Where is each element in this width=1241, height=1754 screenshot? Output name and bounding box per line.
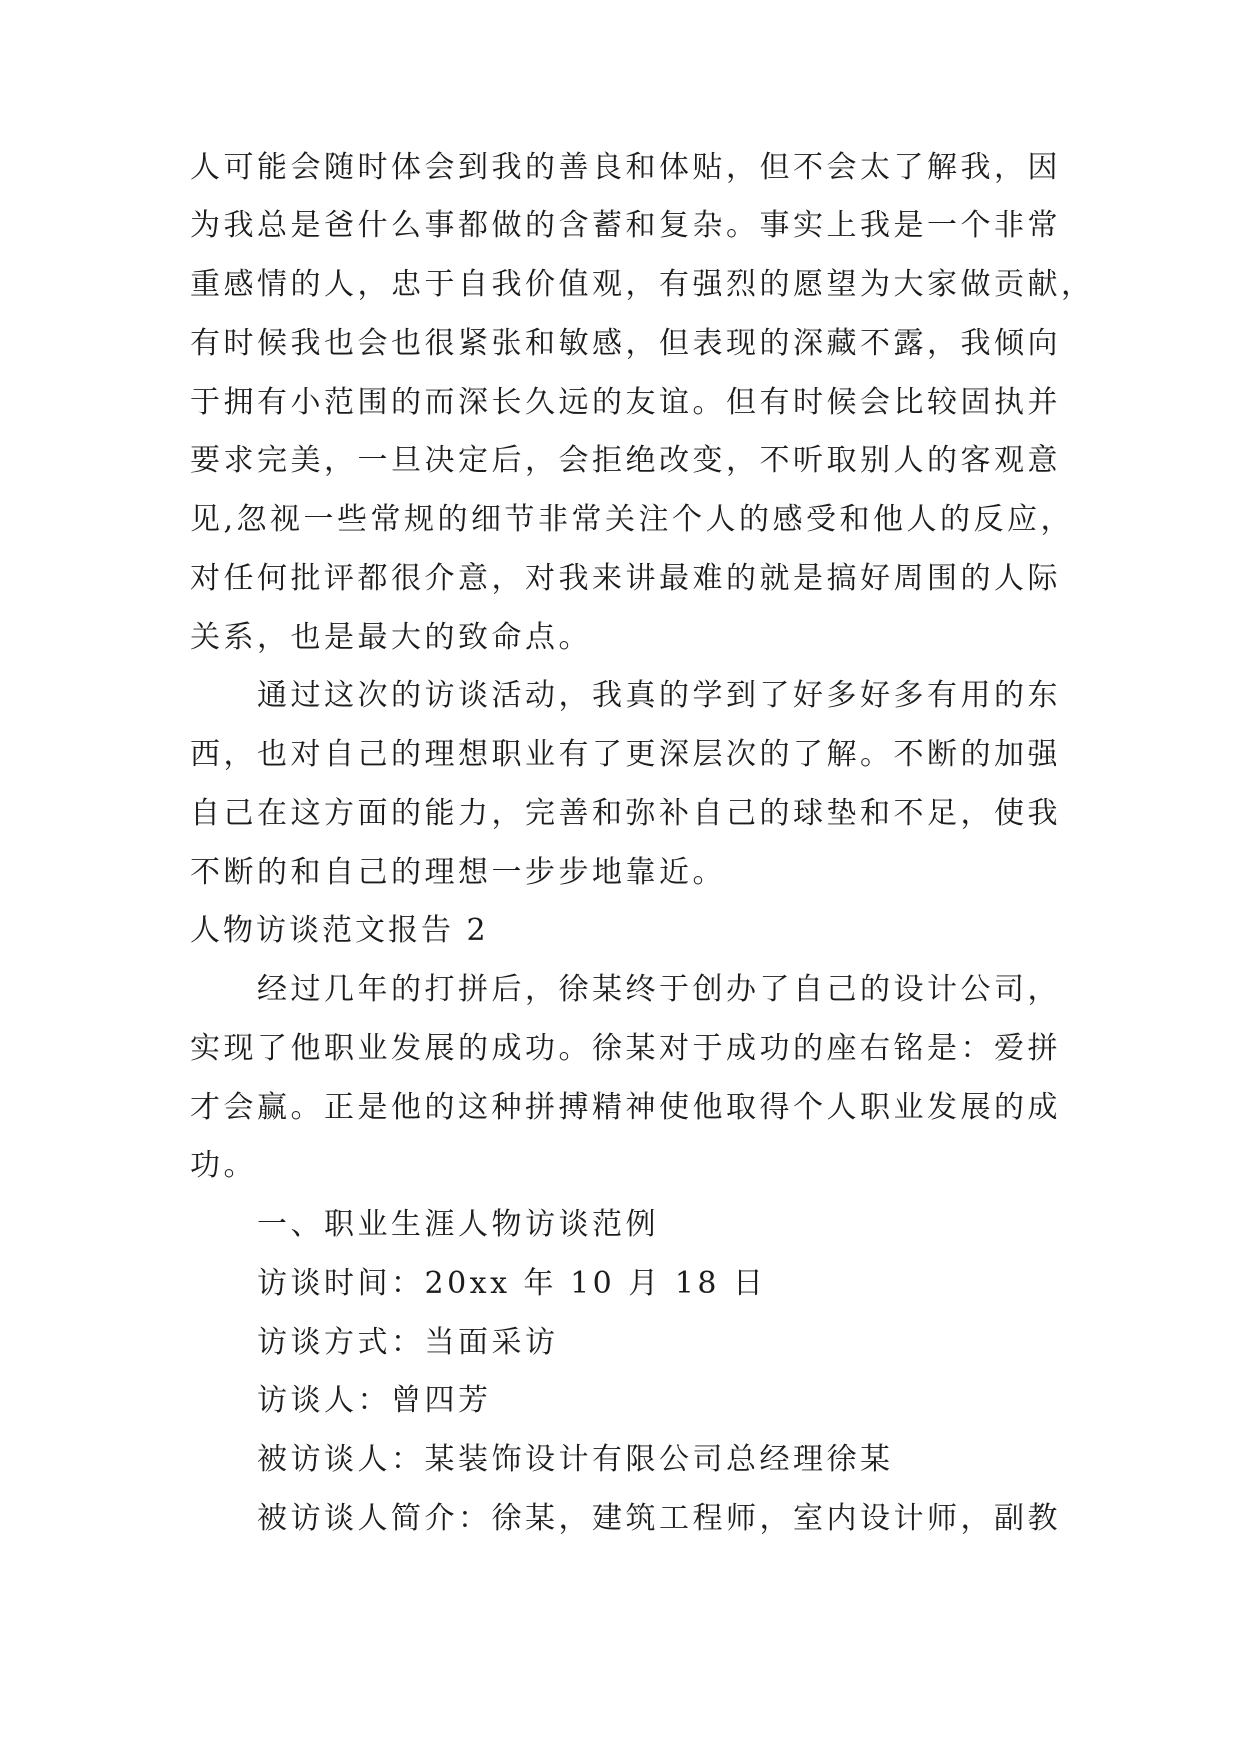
paragraph-line: 对任何批评都很介意，对我来讲最难的就是搞好周围的人际 bbox=[190, 561, 1061, 596]
paragraph-line: 功。 bbox=[190, 1148, 257, 1183]
paragraph-line: 于拥有小范围的而深长久远的友谊。但有时候会比较固执并 bbox=[190, 385, 1061, 420]
paragraph-line: 为我总是爸什么事都做的含蓄和复杂。事实上我是一个非常 bbox=[190, 208, 1061, 243]
paragraph-line: 自己在这方面的能力，完善和弥补自己的球垫和不足，使我 bbox=[190, 796, 1061, 831]
paragraph-line: 人可能会随时体会到我的善良和体贴，但不会太了解我，因 bbox=[190, 150, 1061, 185]
paragraph-line: 要求完美，一旦决定后，会拒绝改变，不听取别人的客观意 bbox=[190, 443, 1061, 478]
subheading: 一、职业生涯人物访谈范例 bbox=[257, 1207, 659, 1242]
paragraph-line: 才会赢。正是他的这种拼搏精神使他取得个人职业发展的成 bbox=[190, 1090, 1061, 1125]
paragraph-line: 不断的和自己的理想一步步地靠近。 bbox=[190, 855, 726, 890]
paragraph-line: 见,忽视一些常规的细节非常关注个人的感受和他人的反应， bbox=[190, 502, 1075, 537]
interview-time: 访谈时间：20xx 年 10 月 18 日 bbox=[257, 1266, 767, 1301]
paragraph-line: 关系，也是最大的致命点。 bbox=[190, 620, 592, 655]
paragraph-line: 有时候我也会也很紧张和敏感，但表现的深藏不露，我倾向 bbox=[190, 326, 1061, 361]
paragraph-line: 通过这次的访谈活动，我真的学到了好多好多有用的东 bbox=[257, 678, 1061, 713]
interviewer: 访谈人：曾四芳 bbox=[257, 1383, 492, 1418]
paragraph-line: 重感情的人，忠于自我价值观，有强烈的愿望为大家做贡献， bbox=[190, 267, 1095, 302]
paragraph-line: 实现了他职业发展的成功。徐某对于成功的座右铭是：爱拼 bbox=[190, 1031, 1061, 1066]
interview-method: 访谈方式：当面采访 bbox=[257, 1325, 559, 1360]
interviewee: 被访谈人：某装饰设计有限公司总经理徐某 bbox=[257, 1442, 894, 1477]
paragraph-line: 西，也对自己的理想职业有了更深层次的了解。不断的加强 bbox=[190, 737, 1061, 772]
paragraph-line: 经过几年的打拼后，徐某终于创办了自己的设计公司， bbox=[257, 972, 1061, 1007]
interviewee-intro: 被访谈人简介：徐某，建筑工程师，室内设计师，副教 bbox=[257, 1501, 1061, 1536]
section-title: 人物访谈范文报告 2 bbox=[190, 913, 489, 948]
